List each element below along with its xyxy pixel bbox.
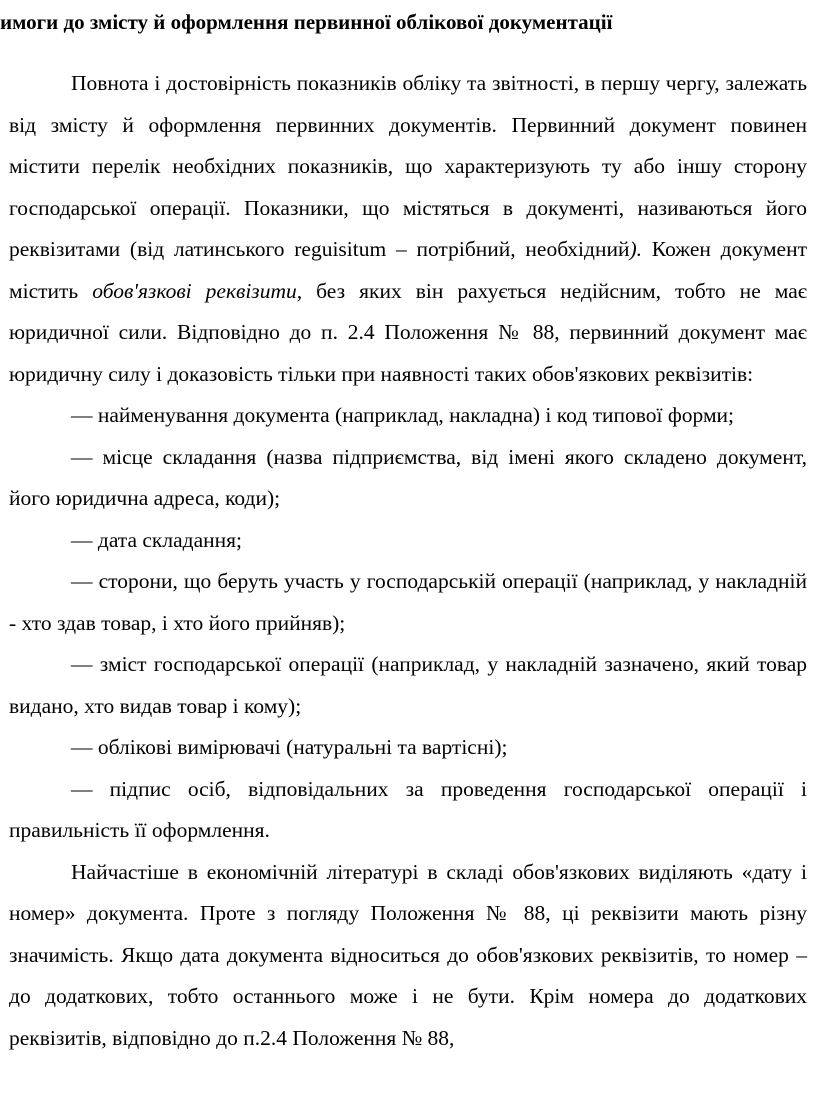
paragraph-intro-text-2: Кожен документ містить [9, 237, 807, 303]
document-body [9, 63, 807, 1059]
required-details-term: обов'язкові реквізити, [92, 278, 303, 303]
list-item: — зміст господарської операції (наприклад, у накладній зазначено, який товар видано, хто видав товар і кому); [9, 652, 807, 718]
paragraph-intro-close: ). [629, 237, 643, 261]
paragraph-intro [9, 63, 807, 395]
section-heading: имоги до змісту й оформлення первинної облікової документації [0, 10, 613, 34]
list-item: — сторони, що беруть участь у господарській операції (наприклад, у накладній - хто здав товар, і хто його прийняв); [9, 569, 807, 635]
list-item: — дата складання; [71, 527, 242, 552]
list-item: — місце складання (назва підприємства, від імені якого складено документ, його юридична адреса, коди); [9, 444, 807, 510]
paragraph-intro-text-3: без яких він рахується недійсним, тобто не має юридичної сили. Відповідно до п. 2.4 Положення № 88, первинний документ має юридичну силу і доказовість тільки при наявності таких обов'язкових реквізитів: [9, 278, 807, 386]
list-item: — найменування документа (наприклад, накладна) і код типової форми; [71, 403, 735, 427]
paragraph-details: Найчастіше в економічній літературі в складі обов'язкових виділяють «дату і номер» документа. Проте з погляду Положення № 88, ці реквізити мають різну значимість. Якщо дата документа відноситься до обов'язкових реквізитів, то номер – до додаткових, тобто останнього може і не бути. Крім номера до додаткових реквізитів, відповідно до п.2.4 Положення № 88, [9, 859, 807, 1050]
list-item: — облікові вимірювачі (натуральні та вартісні); [71, 735, 508, 759]
paragraph-intro-text: Повнота і достовірність показників обліку та звітності, в першу чергу, залежать від змісту й оформлення первинних документів. Первинний документ повинен містити перелік необхідних показників, що характеризують ту або іншу сторону господарської операції. Показники, що містяться в документі, називаються його реквізитами (від латинського reguisitum – потрібний, необхідний [9, 71, 807, 261]
list-item: — підпис осіб, відповідальних за проведення господарської операції і правильність її оформлення. [9, 776, 807, 842]
